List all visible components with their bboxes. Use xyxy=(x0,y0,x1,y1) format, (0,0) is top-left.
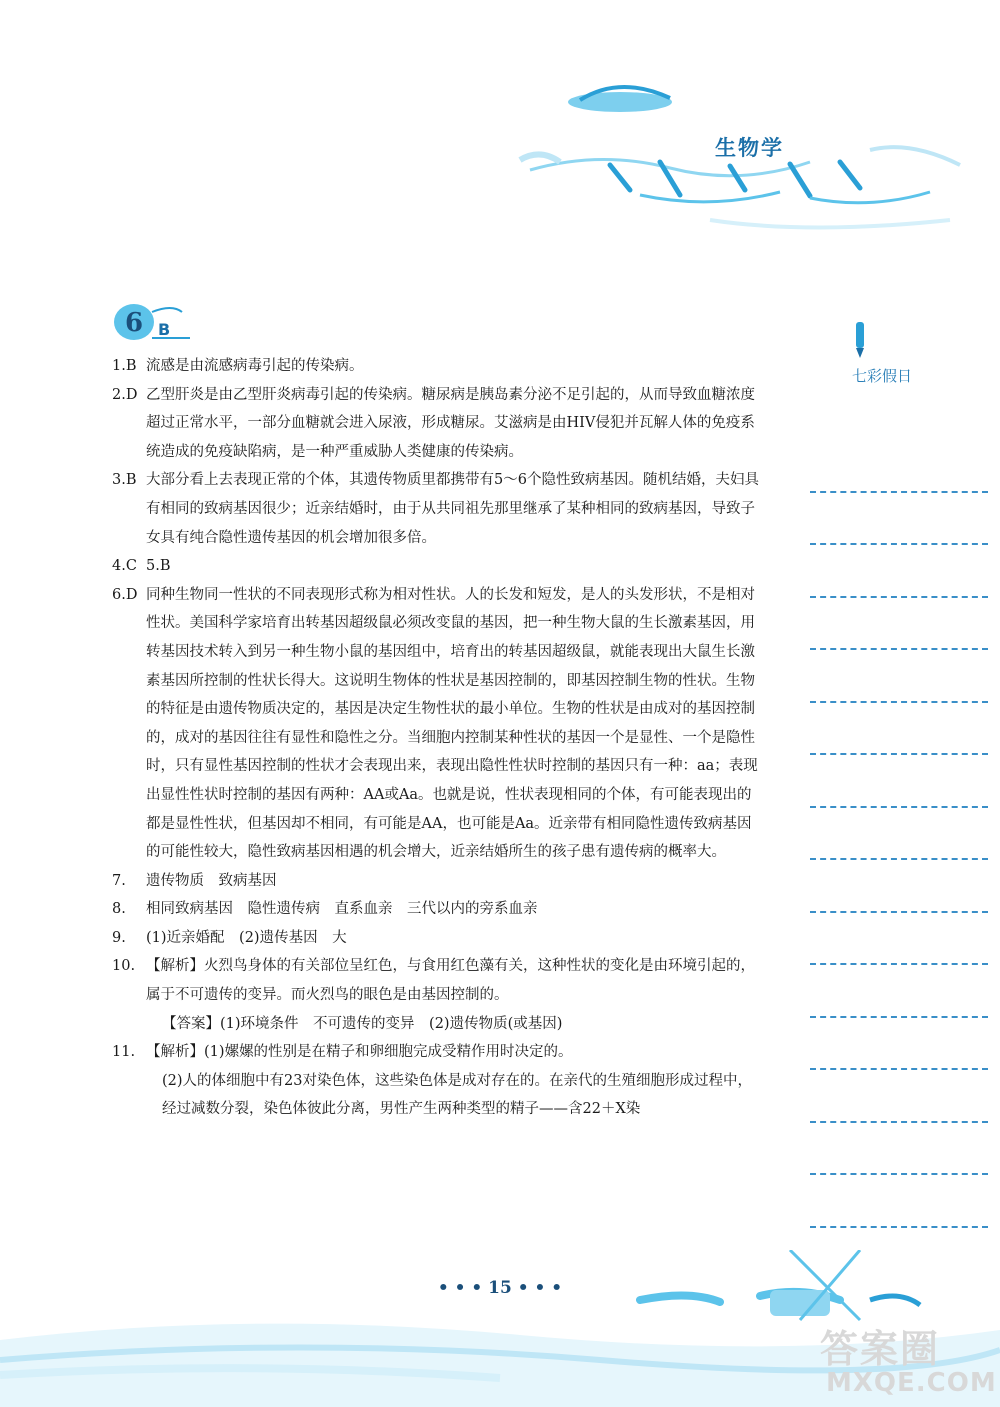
answer-text: 【解析】火烈鸟身体的有关部位呈红色，与食用红色藻有关，这种性状的变化是由环境引起的，属于不可遗传的变异。而火烈鸟的眼色是由基因控制的。 xyxy=(146,958,755,1004)
note-line xyxy=(810,965,988,1018)
answer-number: 4.C xyxy=(112,558,137,575)
answer-number: 3.B xyxy=(112,472,137,489)
note-line xyxy=(810,1070,988,1123)
pencil-icon xyxy=(848,320,872,360)
note-line xyxy=(810,598,988,651)
section-letter: B xyxy=(158,320,171,339)
note-line xyxy=(810,650,988,703)
page-number: • • • 15 • • • xyxy=(437,1278,563,1298)
note-line xyxy=(810,440,988,493)
answer-number: 6.D xyxy=(112,586,138,603)
answer-text: 【答案】(1)环境条件 不可遗传的变异 (2)遗传物质(或基因) xyxy=(162,1015,563,1032)
answer-number: 1.B xyxy=(112,358,137,374)
note-line xyxy=(810,808,988,861)
note-line xyxy=(810,703,988,756)
answer-text: (1)近亲婚配 (2)遗传基因 大 xyxy=(146,929,347,946)
answer-item xyxy=(112,867,762,896)
note-line xyxy=(810,755,988,808)
answer-text: 大部分看上去表现正常的个体，其遗传物质里都携带有5～6个隐性致病基因。随机结婚，夫妇具有相同的致病基因很少；近亲结婚时，由于从共同祖先那里继承了某种相同的致病基因，导致子女具有纯合隐性遗传基因的机会增加很多倍。 xyxy=(146,472,759,546)
answer-number: 11. xyxy=(112,1044,136,1061)
note-lines xyxy=(810,440,988,1228)
answer-item xyxy=(112,1038,762,1067)
answer-item xyxy=(112,352,762,381)
sidebar-caption: 七彩假日 xyxy=(852,367,913,385)
note-line xyxy=(810,1123,988,1176)
note-line xyxy=(810,545,988,598)
answer-text: 乙型肝炎是由乙型肝炎病毒引起的传染病。糖尿病是胰岛素分泌不足引起的，从而导致血糖浓度超过正常水平，一部分血糖就会进入尿液，形成糖尿。艾滋病是由HIV侵犯并瓦解人体的免疫系统造成的免疫缺陷病，是一种严重威胁人类健康的传染病。 xyxy=(146,386,755,460)
answer-item xyxy=(112,924,762,953)
answer-item xyxy=(112,1010,762,1039)
answer-text: 遗传物质 致病基因 xyxy=(146,872,277,889)
watermark-logo-text: 答案圈 xyxy=(820,1327,941,1371)
note-line xyxy=(810,493,988,546)
note-line xyxy=(810,913,988,966)
answer-text: 【解析】(1)嫘嫘的性别是在精子和卵细胞完成受精作用时决定的。 xyxy=(146,1044,573,1061)
answer-item xyxy=(112,552,762,581)
answer-number: 2.D xyxy=(112,386,138,403)
answer-text: 相同致病基因 隐性遗传病 直系血亲 三代以内的旁系血亲 xyxy=(146,901,538,918)
answer-text: 流感是由流感病毒引起的传染病。 xyxy=(146,358,364,374)
answer-number: 9. xyxy=(112,929,126,946)
answer-number xyxy=(112,1010,146,1039)
answer-text: 同种生物同一性状的不同表现形式称为相对性状。人的长发和短发，是人的头发形状，不是相对性状。美国科学家培育出转基因超级鼠必须改变鼠的基因，把一种生物大鼠的生长激素基因，用转基因技术转入到另一种生物小鼠的基因组中，培育出的转基因超级鼠，就能表现出大鼠生长激素基因所控制的性状长得大。这说明生物体的性状是基因控制的，即基因控制生物的性状。生物的特征是由遗传物质决定的，基因是决定生物性状的最小单位。生物的性状是由成对的基因控制的，成对的基因往往有显性和隐性之分。当细胞内控制某种性状的基因一个是显性、一个是隐性时，只有显性基因控制的性状才会表现出来，表现出隐性性状时控制的基因只有一种：aa；表现出显性性状时控制的基因有两种：AA或Aa。也就是说，性状表现相同的个体，有可能表现出的都是显性性状，但基因却不相同，有可能是AA，也可能是Aa。近亲带有相同隐性遗传致病基因的可能性较大，隐性致病基因相遇的机会增大，近亲结婚所生的孩子患有遗传病的概率大。 xyxy=(146,586,758,861)
answer-text: 5.B xyxy=(146,558,171,575)
section-badge-icon xyxy=(112,298,192,344)
answer-number xyxy=(112,1067,146,1124)
subject-title: 生物学 xyxy=(715,136,784,160)
watermark-url: MXQE.COM xyxy=(826,1368,997,1398)
answer-text: (2)人的体细胞中有23对染色体，这些染色体是成对存在的。在亲代的生殖细胞形成过程中，经过减数分裂，染色体彼此分离，男性产生两种类型的精子——含22＋X染 xyxy=(162,1072,752,1118)
answer-item xyxy=(112,895,762,924)
answer-item xyxy=(112,581,762,867)
note-line xyxy=(810,1175,988,1228)
answer-item xyxy=(112,1067,762,1124)
section-number: 6 xyxy=(125,308,144,338)
note-line xyxy=(810,860,988,913)
note-line xyxy=(810,1018,988,1071)
answer-number: 10. xyxy=(112,958,136,975)
answer-item xyxy=(112,466,762,552)
answer-list xyxy=(112,352,762,1124)
answer-item xyxy=(112,381,762,467)
answer-item xyxy=(112,952,762,1009)
answer-number: 8. xyxy=(112,901,126,918)
answer-number: 7. xyxy=(112,872,126,889)
